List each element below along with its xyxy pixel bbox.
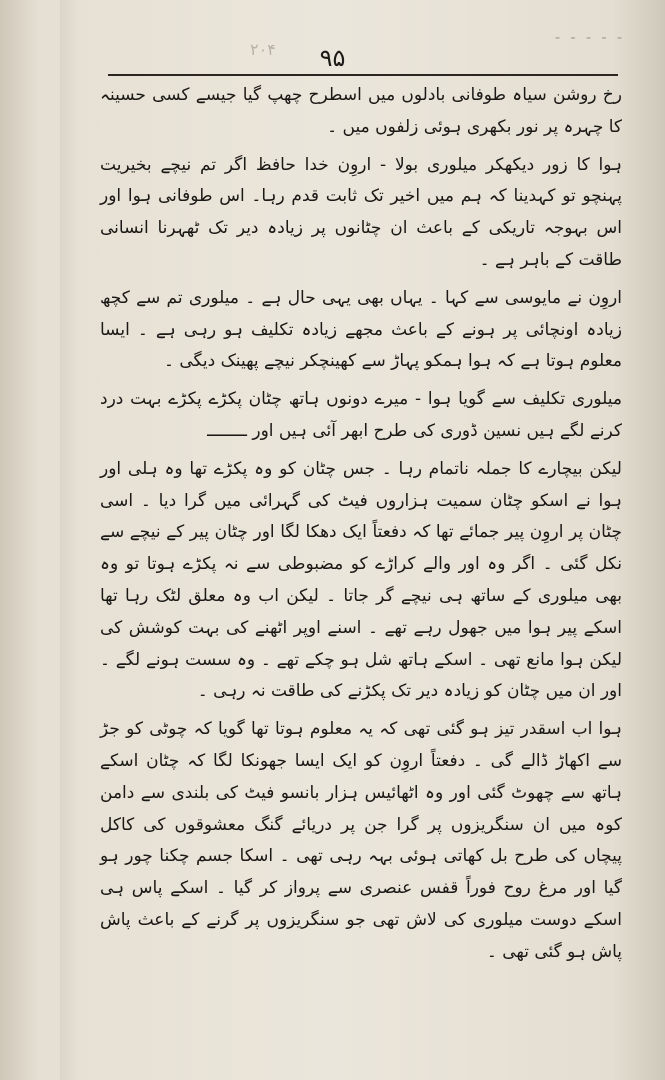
header-rule xyxy=(108,74,618,76)
paragraph-3: اروِن نے مایوسی سے کہا ۔ یہاں بھی یہی حال ہے ۔ میلوری تم سے کچھ زیادہ اونچائی پر ہونے کے باعث مجھے زیادہ تکلیف ہو رہی ہے ۔ ایسا معلوم ہوتا ہے کہ ہوا ہمکو پہاڑ سے کھینچکر نیچے پھینک دیگی ۔ xyxy=(100,287,622,372)
body-text xyxy=(100,80,622,969)
paragraph-2: ہوا کا زور دیکھکر میلوری بولا - اروِن خدا حافظ اگر تم نیچے بخیریت پہنچو تو کہدینا کہ ہم میں اخیر تک ثابت قدم رہا۔ اس طوفانی ہوا اور اس بہوجہ تاریکی کے باعث ان چٹانوں پر زیادہ دیر تک ٹھہرنا انسانی طاقت کے باہر ہے ۔ xyxy=(100,154,622,270)
page-binding-shadow xyxy=(60,0,80,1080)
paragraph-6: ہوا اب اسقدر تیز ہو گئی تھی کہ یہ معلوم ہوتا تھا گویا کہ چوٹی کو جڑ سے اکھاڑ ڈالے گی ۔ دفعتاً اروِن کو ایک ایسا جھونکا لگا کہ چٹان اسکے ہاتھ سے چھوٹ گئی اور وہ اٹھائیس ہزار بانسو فیٹ کی بلندی سے دامن کوہ میں ان سنگریزوں پر گرا جن پر دریائے گنگ معشوقوں کی کاکل پیچاں کی طرح بل کھاتی ہوئی بہہ رہی تھی ۔ اسکا جسم چکنا چور ہو گیا اور مرغ روح فوراً قفس عنصری سے پرواز کر گیا ۔ اسکے پاس ہی اسکے دوست میلوری کی لاش تھی جو سنگریزوں پر گرنے کے باعث پاش پاش ہو گئی تھی ۔ xyxy=(100,719,622,962)
paragraph-4: میلوری تکلیف سے گویا ہوا - میرے دونوں ہاتھ چٹان پکڑے پکڑے بہت درد کرنے لگے ہیں نسین ڈوری کی طرح ابھر آئی ہیں اور ــــــــ xyxy=(100,389,622,441)
pencil-mark: - - - - - xyxy=(554,30,625,46)
page-number: ۹۵ xyxy=(319,44,346,72)
paragraph-1: رخ روشن سیاہ طوفانی بادلوں میں اسطرح چھپ گیا جیسے کسی حسینہ کا چہرہ پر نور بکھری ہوئی زلفوں میں ۔ xyxy=(100,85,622,137)
faded-bleedthrough-text: ۲۰۴ xyxy=(250,40,276,59)
paragraph-5: لیکن بیچارے کا جملہ ناتمام رہا ۔ جس چٹان کو وہ پکڑے تھا وہ ہلی اور ہوا نے اسکو چٹان سمیت ہزاروں فیٹ کی گہرائی میں گرا دیا ۔ اسی چٹان پر اروِن پیر جمائے تھا کہ دفعتاً ایک دھکا لگا اور چٹان پیر کے نیچے سے نکل گئی ۔ اگر وہ اور والے کراڑے کو مضبوطی سے نہ پکڑے ہوتا تو وہ بھی میلوری کے ساتھ ہی نیچے گر جاتا ۔ لیکن اب وہ معلق لٹک رہا تھا اسکے پیر ہوا میں جھول رہے تھے ۔ اسنے اوپر اٹھنے کی بہت کوشش کی لیکن ہوا مانع تھی ۔ اسکے ہاتھ شل ہو چکے تھے ۔ وہ سست ہونے لگے ۔ اور ان میں چٹان کو زیادہ دیر تک پکڑنے کی طاقت نہ رہی ۔ xyxy=(100,458,622,702)
